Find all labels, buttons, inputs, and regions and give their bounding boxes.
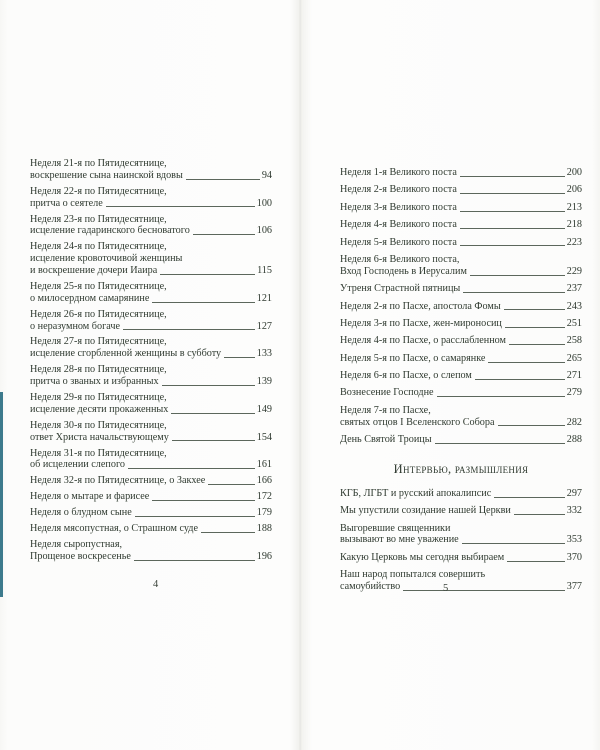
toc-entry-last-line xyxy=(30,432,272,444)
toc-entry-title-line: День Святой Троицы xyxy=(340,434,432,446)
toc-entry-title-line: Прощеное воскресенье xyxy=(30,551,131,563)
toc-entry-title-line: Неделя 22-я по Пятидесятнице, xyxy=(30,185,167,197)
toc-entry-last-line xyxy=(30,507,272,519)
leader-rule xyxy=(160,267,255,275)
toc-entry-last-line xyxy=(30,348,272,360)
toc-entry-last-line xyxy=(30,376,272,388)
toc-page-number: 282 xyxy=(566,416,582,428)
toc-entry xyxy=(340,434,582,446)
toc-entry-last-line xyxy=(340,434,582,446)
toc-entry-last-line xyxy=(30,551,272,563)
toc-entry xyxy=(30,448,272,472)
toc-entry-title-line: о неразумном богаче xyxy=(30,320,121,332)
toc-page-number: 353 xyxy=(566,534,582,546)
toc-page-number: 121 xyxy=(256,292,272,304)
toc-entry xyxy=(340,523,582,547)
toc-entry-last-line xyxy=(30,265,272,277)
toc-entry-last-line xyxy=(340,266,582,278)
leader-rule xyxy=(208,477,254,485)
toc-entry-title-line: исцеление кровоточивой женщины xyxy=(30,253,183,265)
toc-entry-last-line xyxy=(340,283,582,295)
toc-page-number: 223 xyxy=(566,236,582,248)
leader-rule xyxy=(498,418,565,426)
toc-page-number: 166 xyxy=(256,475,272,487)
leader-rule xyxy=(162,378,255,386)
leader-rule xyxy=(224,350,255,358)
toc-page-number: 196 xyxy=(256,551,272,563)
toc-entry-title-line: исцеление гадаринского бесноватого xyxy=(30,225,190,237)
toc-entry-title-line: Неделя 32-я по Пятидесятнице, о Закхее xyxy=(30,475,206,487)
toc-entry xyxy=(340,167,582,179)
leader-rule xyxy=(460,204,565,212)
leader-rule xyxy=(509,337,565,345)
toc-entry-last-line xyxy=(340,301,582,313)
toc-page-number: 258 xyxy=(566,335,582,347)
toc-entry-last-line xyxy=(30,491,272,503)
leader-rule xyxy=(470,268,565,276)
toc-entry-title-line: Неделя сыропустная, xyxy=(30,539,123,551)
leader-rule xyxy=(504,302,565,310)
toc-entry-title-line: самоубийство xyxy=(340,581,401,593)
toc-entry-last-line xyxy=(30,225,272,237)
toc-entry xyxy=(30,392,272,416)
toc-entry xyxy=(30,214,272,238)
leader-rule xyxy=(462,536,565,544)
toc-entry-last-line xyxy=(340,184,582,196)
toc-entry xyxy=(340,488,582,500)
toc-page-number: 139 xyxy=(256,376,272,388)
toc-entry-last-line xyxy=(340,417,582,429)
section-heading: Интервью, размышления xyxy=(393,461,529,476)
toc-entry xyxy=(340,387,582,399)
toc-list-right xyxy=(340,167,582,446)
leader-rule xyxy=(435,436,565,444)
leader-rule xyxy=(152,493,254,501)
toc-entry-last-line xyxy=(340,488,582,500)
leader-rule xyxy=(134,553,255,561)
toc-entry-title-line: Неделя 6-я по Пасхе, о слепом xyxy=(340,370,472,382)
toc-page-number: 279 xyxy=(566,387,582,399)
toc-list-left xyxy=(30,158,272,563)
toc-page-number: 188 xyxy=(256,523,272,535)
toc-entry-title-line: Неделя 4-я по Пасхе, о расслабленном xyxy=(340,335,506,347)
toc-page-number: 115 xyxy=(257,264,272,276)
toc-entry xyxy=(30,523,272,535)
toc-page-number: 106 xyxy=(256,225,272,237)
toc-entry xyxy=(30,336,272,360)
toc-entry-last-line xyxy=(30,459,272,471)
toc-entry xyxy=(340,353,582,365)
page-number-left: 4 xyxy=(153,579,159,590)
leader-rule xyxy=(460,221,565,229)
leader-rule xyxy=(514,507,565,515)
toc-entry-title-line: притча о сеятеле xyxy=(30,197,103,209)
toc-page-number: 161 xyxy=(256,459,272,471)
toc-entry xyxy=(340,405,582,429)
toc-entry-title-line: Неделя 3-я по Пасхе, жен-мироносиц xyxy=(340,317,502,329)
toc-entry-title-line: Выгоревшие священники xyxy=(340,522,451,534)
toc-page-number: 149 xyxy=(256,403,272,415)
toc-page-number: 94 xyxy=(261,169,272,181)
leader-rule xyxy=(505,320,565,328)
leader-rule xyxy=(460,169,565,177)
toc-entry-title-line: Неделя 27-я по Пятидесятнице, xyxy=(30,336,167,348)
toc-entry-last-line xyxy=(340,581,582,593)
leader-rule xyxy=(463,285,564,293)
toc-entry xyxy=(30,539,272,563)
toc-entry-last-line xyxy=(30,293,272,305)
toc-entry-last-line xyxy=(340,505,582,517)
toc-entry-title-line: Неделя 23-я по Пятидесятнице, xyxy=(30,213,167,225)
toc-entry-last-line xyxy=(340,219,582,231)
toc-entry xyxy=(30,186,272,210)
toc-entry xyxy=(30,475,272,487)
toc-page-number: 179 xyxy=(256,507,272,519)
toc-entry xyxy=(30,309,272,333)
leader-rule xyxy=(152,295,254,303)
toc-entry-last-line xyxy=(30,321,272,333)
toc-entry xyxy=(340,254,582,278)
toc-entry-title-line: Мы упустили созидание нашей Церкви xyxy=(340,505,511,517)
toc-entry-title-line: Вход Господень в Иерусалим xyxy=(340,265,467,277)
page-number-right: 5 xyxy=(443,583,449,594)
toc-entry-last-line xyxy=(30,523,272,535)
toc-entry-last-line xyxy=(340,353,582,365)
leader-rule xyxy=(403,583,565,591)
toc-entry-last-line xyxy=(340,167,582,179)
toc-entry xyxy=(340,219,582,231)
leader-rule xyxy=(460,186,565,194)
toc-entry-title-line: о милосердном самарянине xyxy=(30,292,150,304)
toc-page-number: 218 xyxy=(566,219,582,231)
toc-entry-last-line xyxy=(30,198,272,210)
toc-entry-last-line xyxy=(340,534,582,546)
toc-entry-title-line: Неделя 31-я по Пятидесятнице, xyxy=(30,447,167,459)
toc-page-number: 243 xyxy=(566,300,582,312)
toc-page-number: 237 xyxy=(566,283,582,295)
leader-rule xyxy=(106,199,255,207)
toc-entry xyxy=(30,364,272,388)
toc-entry-last-line xyxy=(340,335,582,347)
toc-entry-last-line xyxy=(30,404,272,416)
leader-rule xyxy=(171,406,254,414)
toc-page-number: 200 xyxy=(566,167,582,178)
toc-entry-title-line: Неделя 7-я по Пасхе, xyxy=(340,404,431,416)
toc-entry-title-line: Неделя 30-я по Пятидесятнице, xyxy=(30,419,167,431)
toc-entry-title-line: Неделя 29-я по Пятидесятнице, xyxy=(30,392,167,404)
toc-entry-title-line: Неделя о мытаре и фарисее xyxy=(30,491,150,503)
toc-entry-title-line: Неделя 28-я по Пятидесятнице, xyxy=(30,364,167,376)
toc-page-number: 271 xyxy=(566,370,582,382)
leader-rule xyxy=(494,490,564,498)
toc-entry-title-line: Неделя 26-я по Пятидесятнице, xyxy=(30,308,167,320)
toc-page-number: 172 xyxy=(256,491,272,503)
toc-entry xyxy=(340,301,582,313)
toc-page-number: 100 xyxy=(256,197,272,209)
toc-entry xyxy=(340,370,582,382)
toc-entry-title-line: Неделя 3-я Великого поста xyxy=(340,201,457,213)
toc-entry-last-line xyxy=(340,552,582,564)
toc-page-number: 377 xyxy=(566,581,582,593)
toc-entry-title-line: святых отцов I Вселенского Собора xyxy=(340,416,495,428)
toc-entry-title-line: исцеление десяти прокаженных xyxy=(30,403,169,415)
leader-rule xyxy=(475,372,565,380)
toc-entry xyxy=(340,335,582,347)
toc-entry-title-line: Неделя 5-я по Пасхе, о самарянке xyxy=(340,352,486,364)
leader-rule xyxy=(135,509,255,517)
toc-page-number: 288 xyxy=(566,434,582,446)
toc-entry xyxy=(30,420,272,444)
toc-entry-title-line: Какую Церковь мы сегодня выбираем xyxy=(340,551,505,563)
toc-entry-last-line xyxy=(340,318,582,330)
toc-entry xyxy=(340,569,582,593)
toc-entry-last-line xyxy=(340,202,582,214)
toc-entry xyxy=(340,552,582,564)
toc-entry xyxy=(30,507,272,519)
toc-entry-title-line: Утреня Страстной пятницы xyxy=(340,283,461,295)
toc-entry-last-line xyxy=(340,370,582,382)
leader-rule xyxy=(488,355,564,363)
toc-entry-title-line: Неделя о блудном сыне xyxy=(30,507,132,519)
toc-entry-title-line: Наш народ попытался совершить xyxy=(340,569,486,581)
leader-rule xyxy=(128,461,255,469)
toc-entry-title-line: КГБ, ЛГБТ и русский апокалипсис xyxy=(340,487,492,499)
page-edge-strip xyxy=(0,392,3,597)
toc-entry-title-line: притча о званых и избранных xyxy=(30,376,159,388)
toc-entry xyxy=(30,491,272,503)
toc-entry-title-line: об исцелении слепого xyxy=(30,459,125,471)
toc-page-number: 229 xyxy=(566,265,582,277)
toc-entry-title-line: ответ Христа начальствующему xyxy=(30,431,169,443)
toc-page-number: 370 xyxy=(566,551,582,563)
toc-entry-title-line: Неделя 2-я Великого поста xyxy=(340,184,457,196)
toc-entry xyxy=(30,281,272,305)
toc-entry-title-line: воскрешение сына наинской вдовы xyxy=(30,169,183,181)
toc-page-number: 332 xyxy=(566,505,582,517)
toc-page-number: 206 xyxy=(566,184,582,196)
toc-page-number: 133 xyxy=(256,348,272,360)
toc-entry-title-line: Неделя мясопустная, о Страшном суде xyxy=(30,523,199,535)
toc-entry-last-line xyxy=(340,387,582,399)
toc-entry-title-line: Неделя 4-я Великого поста xyxy=(340,219,457,231)
toc-page-number: 213 xyxy=(566,201,582,213)
toc-entry xyxy=(340,505,582,517)
toc-entry-title-line: Неделя 1-я Великого поста xyxy=(340,167,457,178)
toc-entry xyxy=(30,158,272,182)
leader-rule xyxy=(507,554,565,562)
toc-entry-title-line: Неделя 5-я Великого поста xyxy=(340,236,457,248)
toc-entry xyxy=(340,283,582,295)
leader-rule xyxy=(201,525,255,533)
toc-page-number: 127 xyxy=(256,320,272,332)
toc-entry xyxy=(340,318,582,330)
toc-page-number: 154 xyxy=(256,431,272,443)
toc-page-number: 297 xyxy=(566,487,582,499)
right-page xyxy=(340,167,582,598)
toc-entry-title-line: Неделя 21-я по Пятидесятнице, xyxy=(30,158,167,169)
toc-entry-last-line xyxy=(30,475,272,487)
leader-rule xyxy=(123,322,255,330)
toc-page-number: 251 xyxy=(566,317,582,329)
toc-entry-title-line: Неделя 2-я по Пасхе, апостола Фомы xyxy=(340,300,501,312)
toc-entry xyxy=(340,237,582,249)
leader-rule xyxy=(186,172,260,180)
toc-entry-title-line: Неделя 25-я по Пятидесятнице, xyxy=(30,280,167,292)
toc-entry-title-line: вызывают во мне уважение xyxy=(340,534,459,546)
toc-entry-title-line: Неделя 6-я Великого поста, xyxy=(340,253,460,265)
toc-entry xyxy=(30,241,272,276)
leader-rule xyxy=(437,389,565,397)
toc-entry-last-line xyxy=(340,237,582,249)
leader-rule xyxy=(193,227,255,235)
toc-entry-title-line: и воскрешение дочери Иаира xyxy=(30,264,158,276)
toc-entry xyxy=(340,184,582,196)
toc-entry xyxy=(340,202,582,214)
toc-entry-last-line xyxy=(30,170,272,182)
toc-entry-title-line: Неделя 24-я по Пятидесятнице, xyxy=(30,241,167,253)
left-page xyxy=(30,158,272,567)
leader-rule xyxy=(460,238,565,246)
toc-entry-title-line: исцеление сгорбленной женщины в субботу xyxy=(30,348,222,360)
toc-page-number: 265 xyxy=(566,352,582,364)
toc-list-interviews xyxy=(340,488,582,593)
leader-rule xyxy=(172,433,255,441)
toc-entry-title-line: Вознесение Господне xyxy=(340,387,434,399)
